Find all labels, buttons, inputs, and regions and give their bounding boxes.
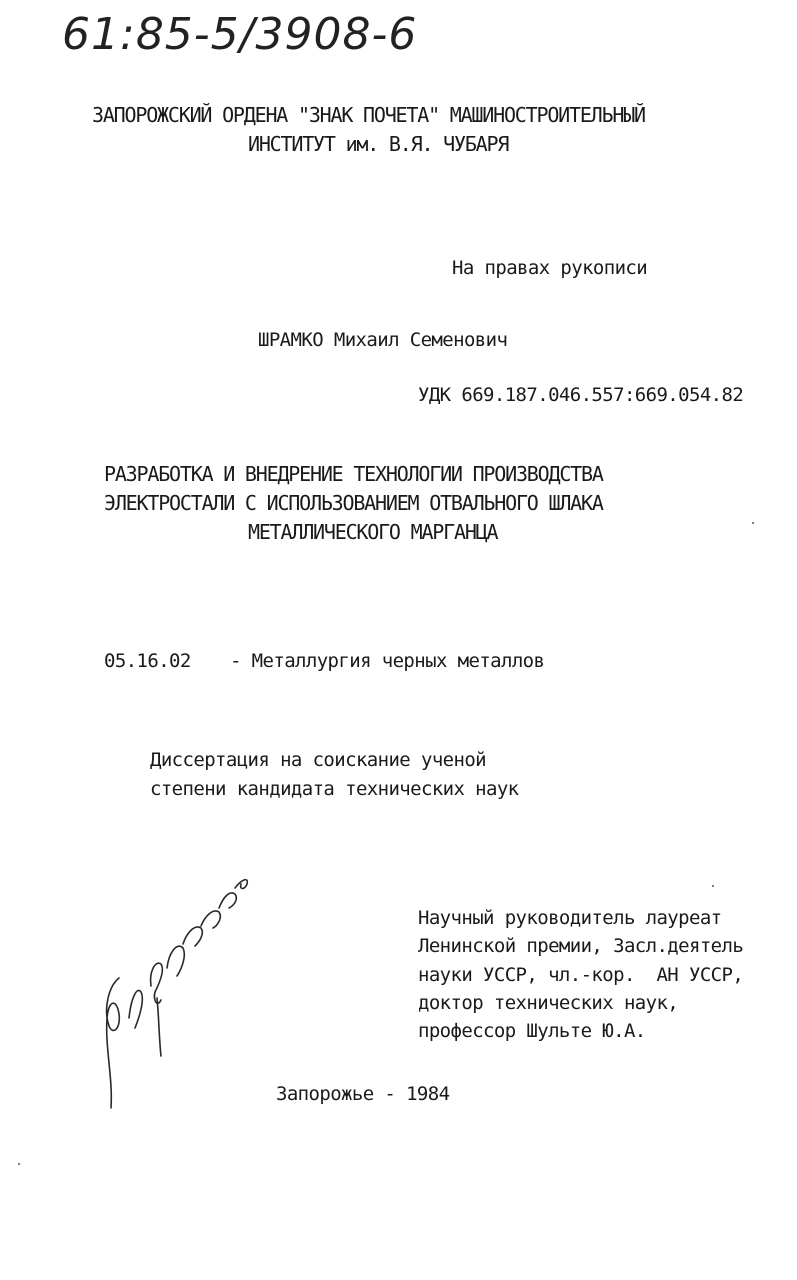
handwritten-archive-number: 61:85-5/3908-6 bbox=[62, 9, 418, 60]
paper-speck bbox=[18, 1163, 20, 1165]
dissertation-line-1: Диссертация на соискание ученой bbox=[150, 749, 487, 771]
udk-code: УДК 669.187.046.557:669.054.82 bbox=[418, 384, 744, 406]
title-line-1: РАЗРАБОТКА И ВНЕДРЕНИЕ ТЕХНОЛОГИИ ПРОИЗВОДСТВА bbox=[104, 462, 603, 486]
handwritten-signature bbox=[95, 868, 255, 1118]
paper-speck bbox=[712, 885, 714, 887]
title-line-2: ЭЛЕКТРОСТАЛИ С ИСПОЛЬЗОВАНИЕМ ОТВАЛЬНОГО ШЛАКА bbox=[104, 491, 603, 515]
supervisor-line-2: Ленинской премии, Засл.деятель bbox=[418, 935, 744, 957]
supervisor-line-5: профессор Шульте Ю.А. bbox=[418, 1020, 646, 1042]
rights-note: На правах рукописи bbox=[452, 257, 648, 279]
supervisor-line-4: доктор технических наук, bbox=[418, 992, 679, 1014]
supervisor-line-1: Научный руководитель лауреат bbox=[418, 907, 722, 929]
specialty-code: 05.16.02 bbox=[104, 650, 191, 672]
dissertation-line-2: степени кандидата технических наук bbox=[150, 778, 519, 800]
institute-line-1: ЗАПОРОЖСКИЙ ОРДЕНА "ЗНАК ПОЧЕТА" МАШИНОСТРОИТЕЛЬНЫЙ bbox=[92, 103, 645, 127]
paper-speck bbox=[752, 522, 754, 524]
specialty-name: - Металлургия черных металлов bbox=[230, 650, 545, 672]
supervisor-line-3: науки УССР, чл.-кор. АН УССР, bbox=[418, 964, 744, 986]
title-line-3: МЕТАЛЛИЧЕСКОГО МАРГАНЦА bbox=[248, 520, 498, 544]
author-name: ШРАМКО Михаил Семенович bbox=[258, 329, 508, 351]
place-and-year: Запорожье - 1984 bbox=[276, 1083, 450, 1105]
institute-line-2: ИНСТИТУТ им. В.Я. ЧУБАРЯ bbox=[248, 132, 509, 156]
